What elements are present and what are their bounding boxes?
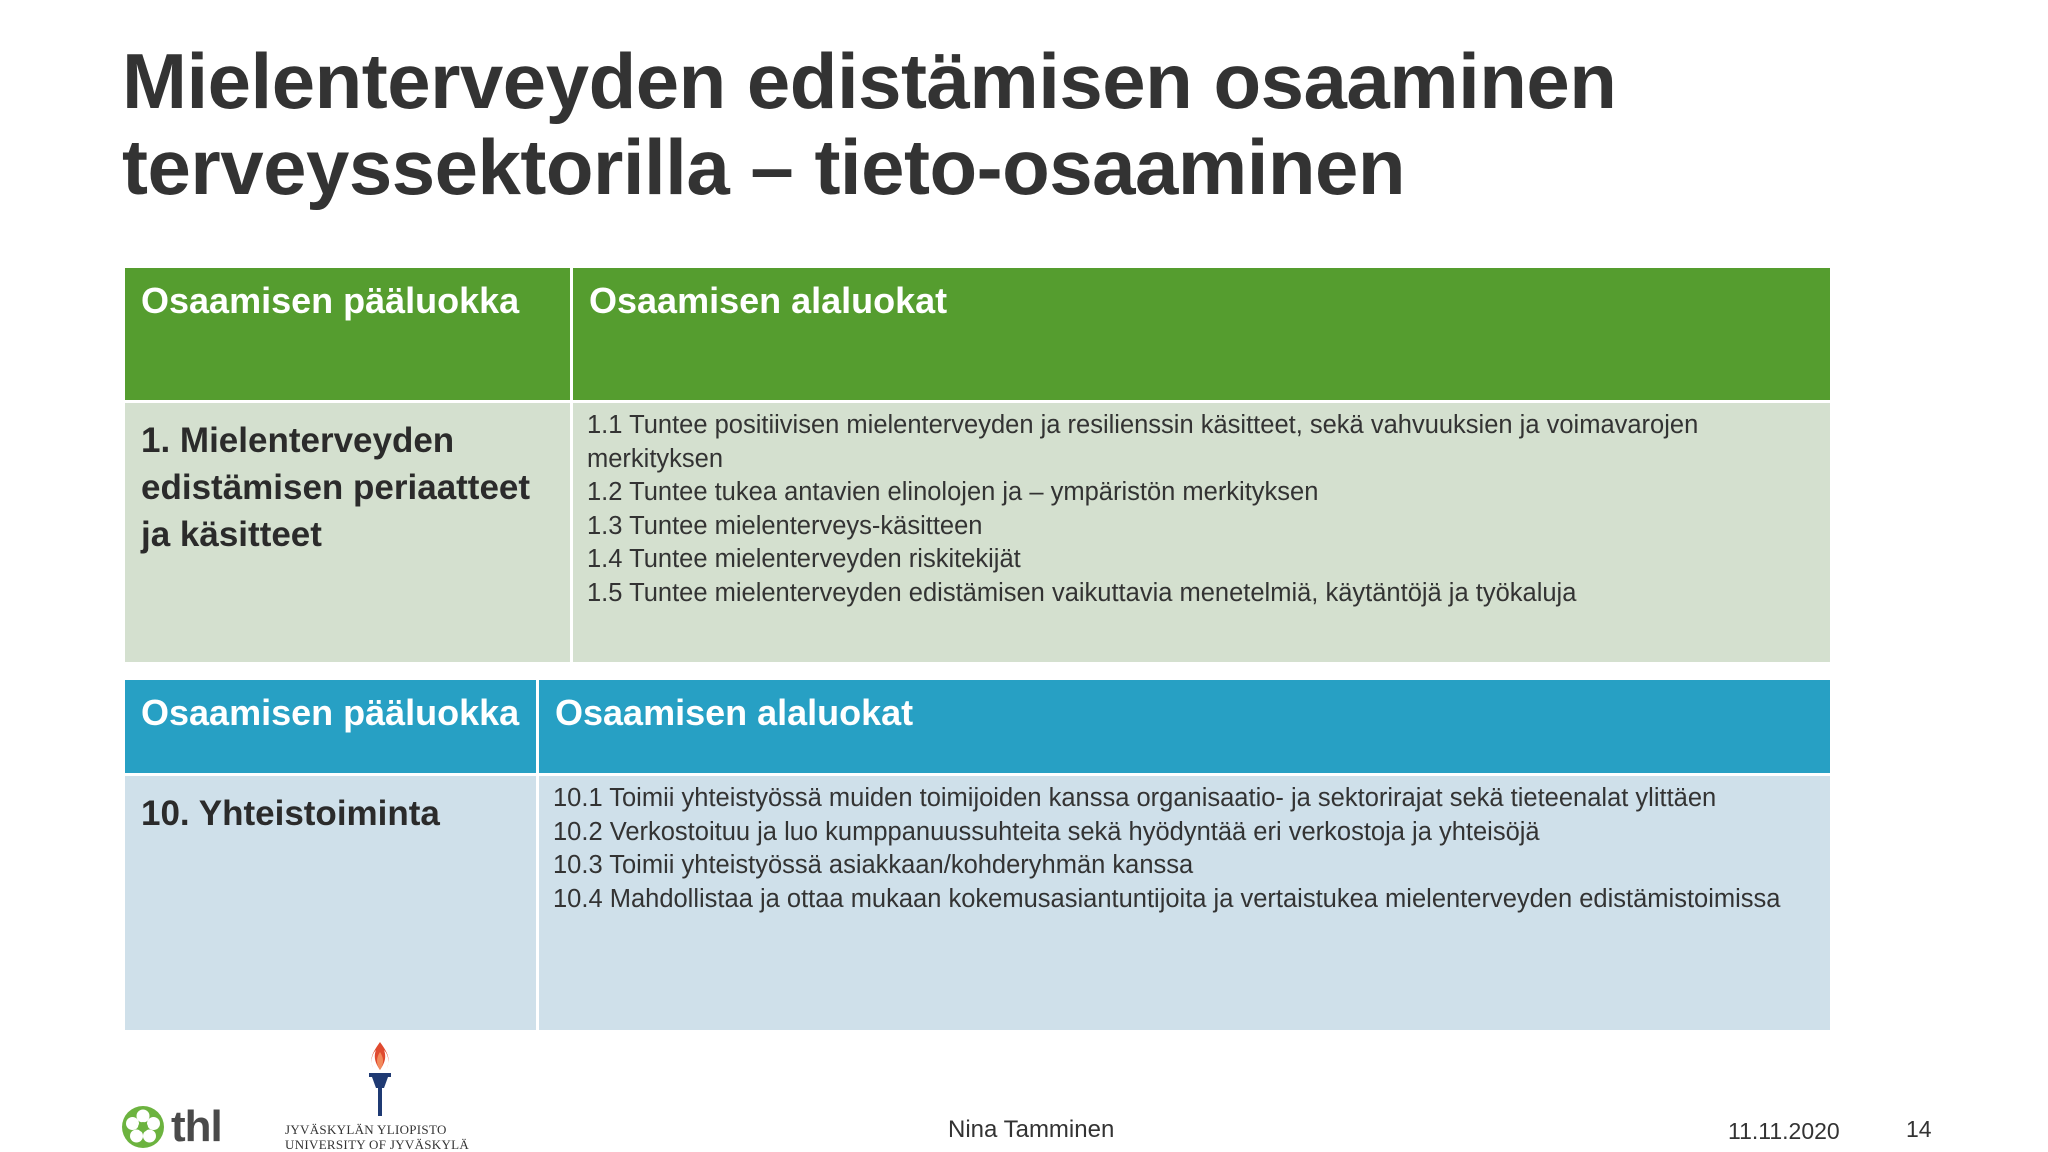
subcategory-item: 10.2 Verkostoituu ja luo kumppanuussuhteita sekä hyödyntää eri verkostoja ja yhteisöjä xyxy=(553,817,1540,846)
thl-logo-text: thl xyxy=(171,1102,222,1151)
table-header-row xyxy=(124,267,1832,402)
subcategory-item: 10.3 Toimii yhteistyössä asiakkaan/kohderyhmän kanssa xyxy=(553,851,1194,879)
subcategory-item: 1.1 Tuntee positiivisen mielenterveyden ja resilienssin käsitteet, sekä vahvuuksien ja voimavarojen merkityksen xyxy=(587,411,1699,473)
table-row xyxy=(124,402,1832,664)
header-main-category: Osaamisen pääluokka xyxy=(124,679,538,775)
footer-author: Nina Tamminen xyxy=(948,1116,1115,1143)
main-category-cell: 10. Yhteistoiminta xyxy=(124,775,538,1032)
subcategory-item: 1.3 Tuntee mielenterveys-käsitteen xyxy=(587,511,983,540)
table-header-row xyxy=(124,679,1832,775)
jyu-name-text xyxy=(285,1122,475,1152)
jyu-logo xyxy=(285,1040,475,1152)
slide-title-line-2: terveyssektorilla – tieto-osaaminen xyxy=(122,123,1406,211)
header-main-category: Osaamisen pääluokka xyxy=(124,267,572,402)
jyu-name-en: UNIVERSITY OF JYVÄSKYLÄ xyxy=(285,1137,470,1152)
thl-logo xyxy=(121,1102,222,1151)
subcategories-cell xyxy=(538,775,1832,1032)
jyu-torch-logo-icon xyxy=(357,1040,403,1120)
subcategory-item: 10.1 Toimii yhteistyössä muiden toimijoiden kanssa organisaatio- ja sektorirajat sekä tieteenalat ylittäen xyxy=(553,784,1717,812)
subcategory-item: 1.2 Tuntee tukea antavien elinolojen ja – ympäristön merkityksen xyxy=(587,478,1319,506)
competence-table-knowledge xyxy=(122,265,1833,665)
table-row xyxy=(124,775,1832,1032)
subcategory-item: 10.4 Mahdollistaa ja ottaa mukaan kokemusasiantuntijoita ja vertaistukea mielenterveyden edistämistoimissa xyxy=(553,884,1781,913)
footer-date: 11.11.2020 xyxy=(1728,1118,1840,1144)
page-number: 14 xyxy=(1906,1116,1932,1142)
slide-title-line-1: Mielenterveyden edistämisen osaaminen xyxy=(122,37,1617,125)
competence-table-cooperation xyxy=(122,677,1833,1033)
header-subcategories: Osaamisen alaluokat xyxy=(538,679,1832,775)
header-subcategories: Osaamisen alaluokat xyxy=(572,267,1832,402)
thl-flower-logo-icon xyxy=(121,1105,165,1149)
subcategory-item: 1.5 Tuntee mielenterveyden edistämisen vaikuttavia menetelmiä, käytäntöjä ja työkaluja xyxy=(587,578,1577,607)
subcategory-item: 1.4 Tuntee mielenterveyden riskitekijät xyxy=(587,545,1021,573)
jyu-name-fi: JYVÄSKYLÄN YLIOPISTO xyxy=(285,1122,447,1137)
slide-title xyxy=(122,38,1922,210)
subcategories-cell xyxy=(572,402,1832,664)
main-category-cell: 1. Mielenterveyden edistämisen periaatteet ja käsitteet xyxy=(124,402,572,664)
